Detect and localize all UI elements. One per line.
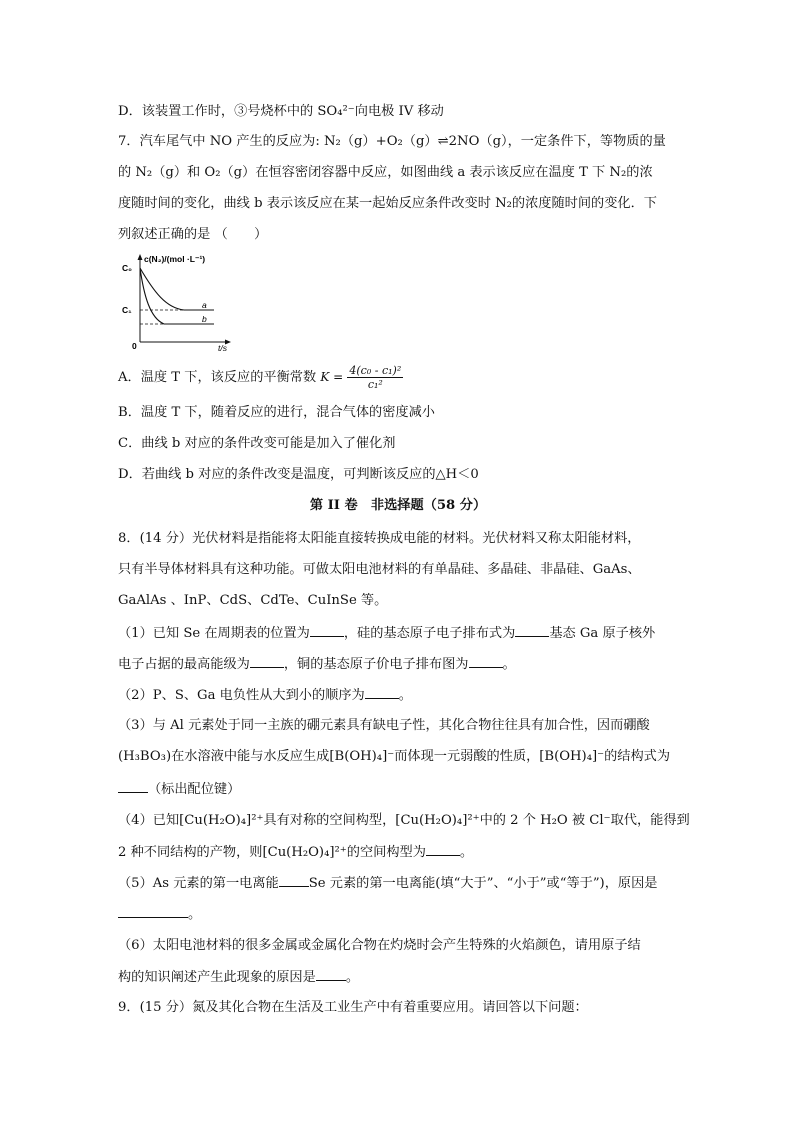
q8-part-6-line-2 bbox=[118, 968, 678, 987]
q8-p1-text-f: 。 bbox=[502, 657, 516, 672]
q8-intro-line-1: 8．(14 分）光伏材料是指能将太阳能直接转换成电能的材料。光伏材料又称太阳能材料， bbox=[118, 531, 641, 546]
q8-p1-text-e: ，铜的基态原子价电子排布图为 bbox=[283, 657, 469, 672]
q8-p1-text-c: 基态 Ga 原子核外 bbox=[549, 626, 656, 641]
q8-part-2 bbox=[118, 686, 678, 705]
q7-stem-line-4: 列叙述正确的是 （ ） bbox=[118, 227, 268, 242]
q8-part-4-line-2 bbox=[118, 843, 678, 862]
q8-p3-text-c: （标出配位键） bbox=[148, 782, 241, 797]
answer-blank[interactable] bbox=[118, 905, 188, 918]
q8-p2-text-a: （2）P、S、Ga 电负性从大到小的顺序为 bbox=[118, 688, 365, 703]
q8-p5-text-b: Se 元素的第一电离能(填“大于”、“小于”或“等于”)，原因是 bbox=[308, 876, 658, 891]
q6-option-d: D．该装置工作时，③号烧杯中的 SO₄²⁻向电极 IV 移动 bbox=[118, 104, 444, 119]
q7-stem-line-1: 7．汽车尾气中 NO 产生的反应为: N₂（g）+O₂（g）⇌2NO（g），一定条件下，等物质的量 bbox=[118, 134, 666, 149]
q7-concentration-graph bbox=[118, 252, 238, 352]
q8-part-5-line-1 bbox=[118, 874, 678, 893]
q7-stem-line-2: 的 N₂（g）和 O₂（g）在恒容密闭容器中反应，如图曲线 a 表示该反应在温度 T 下 N₂的浓 bbox=[118, 165, 653, 180]
q8-part-1-line-2 bbox=[118, 655, 678, 674]
q8-p1-text-b: ，硅的基态原子电子排布式为 bbox=[343, 626, 516, 641]
section-heading: 第 II 卷 非选择题（58 分） bbox=[309, 498, 487, 513]
answer-blank[interactable] bbox=[365, 686, 399, 699]
graph-c0-label: C₀ bbox=[122, 263, 132, 273]
graph-x-label: t/s bbox=[218, 343, 227, 352]
answer-blank[interactable] bbox=[316, 968, 346, 981]
q8-p1-text-a: （1）已知 Se 在周期表的位置为 bbox=[118, 626, 310, 641]
q9-intro: 9．(15 分）氮及其化合物在生活及工业生产中有着重要应用。请回答以下问题： bbox=[118, 1000, 588, 1015]
q8-p4-text-c: 。 bbox=[459, 845, 474, 860]
graph-y-label: c(N₂)/(mol ·L⁻¹) bbox=[144, 254, 206, 264]
q8-p1-text-d: 电子占据的最高能级为 bbox=[118, 657, 250, 672]
q8-part-1-line-1 bbox=[118, 624, 678, 643]
q8-p5-text-c: 。 bbox=[188, 907, 202, 922]
answer-blank[interactable] bbox=[515, 624, 549, 637]
q7-option-b: B．温度 T 下，随着反应的进行，混合气体的密度减小 bbox=[118, 405, 435, 420]
q8-p4-text-b: 2 种不同结构的产物，则[Cu(H₂O)₄]²⁺的空间构型为 bbox=[118, 845, 426, 860]
answer-blank[interactable] bbox=[279, 874, 309, 887]
q8-intro-line-3: GaAlAs 、InP、CdS、CdTe、CuInSe 等。 bbox=[118, 593, 388, 608]
q7-option-a-text: A．温度 T 下，该反应的平衡常数 bbox=[118, 370, 317, 385]
q8-part-5-line-2 bbox=[118, 905, 678, 924]
q7-option-a bbox=[118, 364, 678, 391]
q8-part-3-line-1: （3）与 Al 元素处于同一主族的硼元素具有缺电子性，其化合物往往具有加合性，因而硼酸 bbox=[118, 718, 650, 733]
graph-origin-label: 0 bbox=[132, 341, 137, 351]
q8-intro-line-2: 只有半导体材料具有这种功能。可做太阳电池材料的有单晶硅、多晶硅、非晶硅、GaAs、 bbox=[118, 562, 641, 577]
q8-part-6-line-1: （6）太阳电池材料的很多金属或金属化合物在灼烧时会产生特殊的火焰颜色，请用原子结 bbox=[118, 938, 641, 953]
q7-option-c: C．曲线 b 对应的条件改变可能是加入了催化剂 bbox=[118, 436, 396, 451]
q8-p5-text-a: （5）As 元素的第一电离能 bbox=[118, 876, 279, 891]
answer-blank[interactable] bbox=[118, 780, 148, 793]
answer-blank[interactable] bbox=[426, 843, 460, 856]
q8-p2-text-b: 。 bbox=[398, 688, 412, 703]
q7-option-d: D．若曲线 b 对应的条件改变是温度，可判断该反应的△H＜0 bbox=[118, 467, 479, 482]
q7-stem-line-3: 度随时间的变化，曲线 b 表示该反应在某一起始反应条件改变时 N₂的浓度随时间的变化．下 bbox=[118, 196, 657, 211]
q8-p6-text-c: 。 bbox=[345, 970, 359, 985]
answer-blank[interactable] bbox=[250, 655, 284, 668]
curve-a-label: a bbox=[202, 300, 207, 310]
q8-p6-text-b: 构的知识阐述产生此现象的原因是 bbox=[118, 970, 316, 985]
q7-formula-lhs: K = bbox=[320, 370, 344, 384]
q8-part-4-line-1: （4）已知[Cu(H₂O)₄]²⁺具有对称的空间构型，[Cu(H₂O)₄]²⁺中的 2 个 H₂O 被 Cl⁻取代，能得到 bbox=[118, 813, 690, 828]
q7-formula-numerator: 4(c₀ - c₁)² bbox=[349, 364, 402, 377]
q7-formula-fraction bbox=[347, 364, 403, 391]
graph-c1-label: C₁ bbox=[122, 305, 132, 315]
answer-blank[interactable] bbox=[469, 655, 503, 668]
answer-blank[interactable] bbox=[310, 624, 344, 637]
q8-part-3-line-2: (H₃BO₃)在水溶液中能与水反应生成[B(OH)₄]⁻而体现一元弱酸的性质，[B(OH)₄]⁻的结构式为 bbox=[118, 749, 671, 764]
q7-formula-denominator: c₁² bbox=[367, 378, 383, 391]
q8-part-3-line-3 bbox=[118, 780, 678, 799]
y-axis-arrow bbox=[138, 254, 143, 260]
curve-b-label: b bbox=[202, 314, 207, 324]
